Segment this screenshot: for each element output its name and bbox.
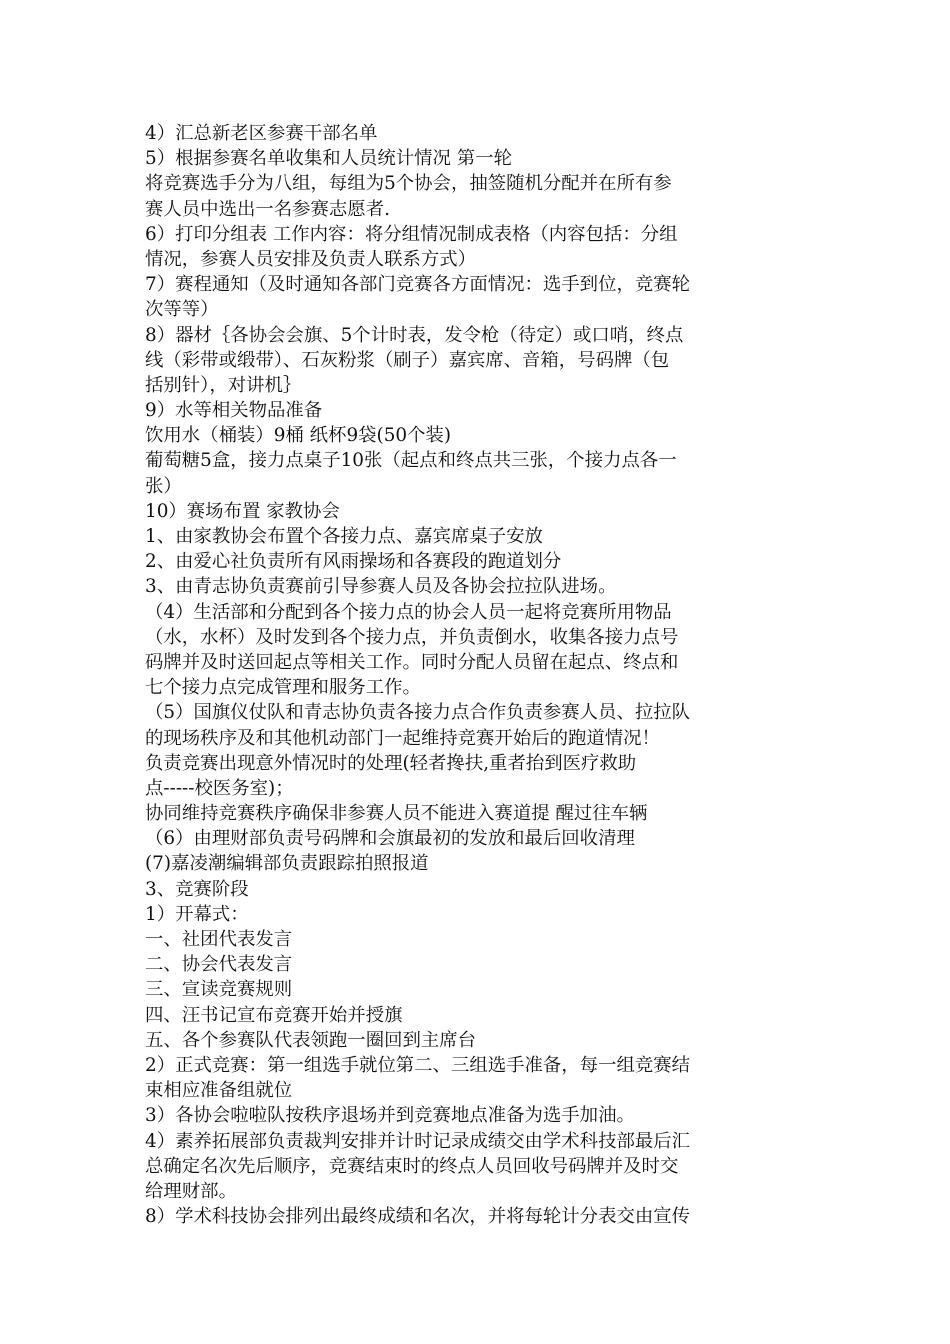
text-line: 2、由爱心社负责所有风雨操场和各赛段的跑道划分 <box>145 551 562 573</box>
text-line: 将竞赛选手分为八组，每组为5个协会，抽签随机分配并在所有参 <box>145 173 672 195</box>
text-line: （5）国旗仪仗队和青志协负责各接力点合作负责参赛人员、拉拉队 <box>145 702 691 724</box>
text-line: 4）汇总新老区参赛干部名单 <box>145 123 378 144</box>
text-line: 四、汪书记宣布竞赛开始并授旗 <box>145 1004 403 1026</box>
text-line: 赛人员中选出一名参赛志愿者. <box>145 198 390 220</box>
text-line: 3、竞赛阶段 <box>145 878 249 900</box>
text-line: 4）素养拓展部负责裁判安排并计时记录成绩交由学术科技部最后汇 <box>145 1130 691 1152</box>
document-page <box>145 121 817 1229</box>
text-line: (7)嘉凌潮编辑部负责跟踪拍照报道 <box>145 853 429 875</box>
text-line: 总确定名次先后顺序，竞赛结束时的终点人员回收号码牌并及时交 <box>145 1155 679 1177</box>
text-line: 葡萄糖5盒，接力点桌子10张（起点和终点共三张，个接力点各一 <box>145 450 677 472</box>
text-line: 负责竞赛出现意外情况时的处理(轻者搀扶,重者抬到医疗救助 <box>145 752 637 774</box>
text-line: 束相应准备组就位 <box>145 1080 293 1102</box>
text-line: 的现场秩序及和其他机动部门一起维持竞赛开始后的跑道情况！ <box>145 727 660 749</box>
text-line: 8）学术科技协会排列出最终成绩和名次，并将每轮计分表交由宣传 <box>145 1206 691 1228</box>
text-line: （4）生活部和分配到各个接力点的协会人员一起将竞赛所用物品 <box>145 601 672 623</box>
text-line: 括别针），对讲机｝ <box>145 374 302 396</box>
text-line: 5）根据参赛名单收集和人员统计情况 第一轮 <box>145 148 512 170</box>
text-line: 1）开幕式： <box>145 903 249 925</box>
text-line: 五、各个参赛队代表领跑一圈回到主席台 <box>145 1029 477 1051</box>
text-line: 10）赛场布置 家教协会 <box>145 500 340 522</box>
text-line: 一、社团代表发言 <box>145 929 293 950</box>
text-line: （6）由理财部负责号码牌和会旗最初的发放和最后回收清理 <box>145 828 635 850</box>
text-line: 7）赛程通知（及时通知各部门竞赛各方面情况：选手到位，竞赛轮 <box>145 274 691 296</box>
text-line: 饮用水（桶装）9桶 纸杯9袋(50个装) <box>145 425 452 447</box>
text-line: 二、协会代表发言 <box>145 954 293 976</box>
text-line: 3、由青志协负责赛前引导参赛人员及各协会拉拉队进场。 <box>145 576 617 598</box>
text-line: 2）正式竞赛：第一组选手就位第二、三组选手准备，每一组竞赛结 <box>145 1054 691 1076</box>
text-line: 1、由家教协会布置个各接力点、嘉宾席桌子安放 <box>145 526 543 547</box>
text-line: 线（彩带或缎带）、石灰粉浆（刷子）嘉宾席、音箱，号码牌（包 <box>145 349 670 371</box>
text-line: 张） <box>145 475 182 497</box>
text-line: （水，水杯）及时发到各个接力点，并负责倒水，收集各接力点号 <box>145 626 679 648</box>
text-line: 协同维持竞赛秩序确保非参赛人员不能进入赛道提 醒过往车辆 <box>145 803 648 825</box>
text-line: 次等等） <box>145 299 219 321</box>
text-line: 情况，参赛人员安排及负责人联系方式） <box>145 248 477 270</box>
text-line: 9）水等相关物品准备 <box>145 400 323 422</box>
text-line: 6）打印分组表 工作内容：将分组情况制成表格（内容包括：分组 <box>145 223 678 245</box>
text-line: 给理财部。 <box>145 1180 237 1202</box>
text-line: 七个接力点完成管理和服务工作。 <box>145 677 421 699</box>
text-line: 三、宣读竞赛规则 <box>145 979 293 1001</box>
text-line: 8）器材｛各协会会旗、5个计时表，发令枪（待定）或口哨，终点 <box>145 324 684 346</box>
text-line: 码牌并及时送回起点等相关工作。同时分配人员留在起点、终点和 <box>145 651 679 673</box>
text-line: 点-----校医务室)； <box>145 777 294 799</box>
text-line: 3）各协会啦啦队按秩序退场并到竞赛地点准备为选手加油。 <box>145 1105 635 1127</box>
